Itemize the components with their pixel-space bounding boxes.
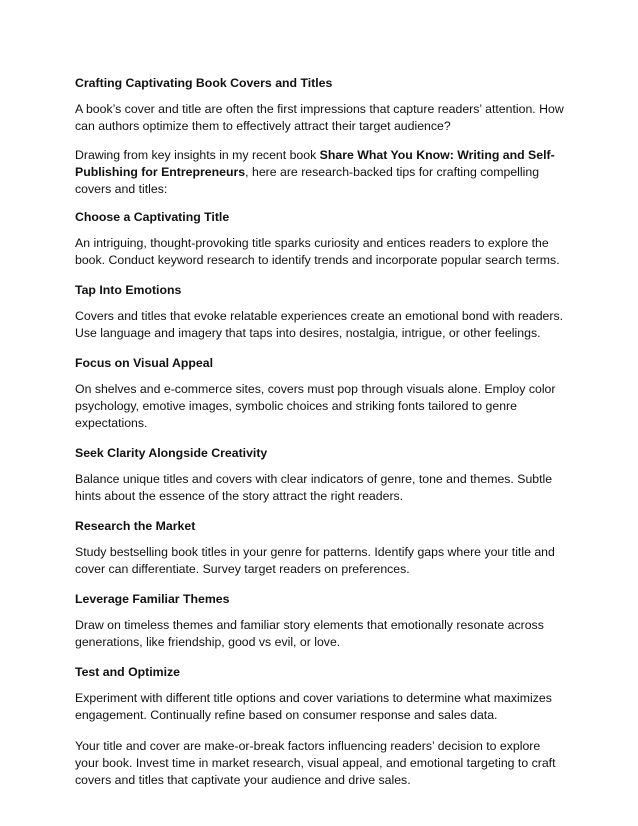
document-title: Crafting Captivating Book Covers and Titles bbox=[75, 76, 333, 90]
section-body: On shelves and e-commerce sites, covers must pop through visuals alone. Employ color psychology, emotive images, symbolic choices and striking fonts tailored to genre expectations. bbox=[75, 382, 556, 430]
drawing-text-before: Drawing from key insights in my recent book bbox=[75, 148, 320, 162]
section-heading: Focus on Visual Appeal bbox=[75, 356, 214, 370]
section-body: Experiment with different title options and cover variations to determine what maximizes engagement. Continually refine based on consumer response and sales data. bbox=[75, 691, 552, 722]
drawing-text-after: , here are research-backed tips for crafting compelling covers and titles: bbox=[75, 165, 540, 196]
section-research-market bbox=[75, 519, 564, 578]
section-body: Study bestselling book titles in your genre for patterns. Identify gaps where your title and cover can differentiate. Survey target readers on preferences. bbox=[75, 545, 555, 576]
conclusion-paragraph: Your title and cover are make-or-break factors influencing readers’ decision to explore your book. Invest time in market research, visual appeal, and emotional targeting to craft covers and titles that captivate your audience and drive sales. bbox=[75, 739, 556, 787]
section-emotions bbox=[75, 283, 564, 342]
section-heading: Test and Optimize bbox=[75, 665, 180, 679]
book-title: Share What You Know: Writing and Self-Publishing for Entrepreneurs bbox=[75, 148, 555, 179]
section-body: Balance unique titles and covers with clear indicators of genre, tone and themes. Subtle hints about the essence of the story attract the right readers. bbox=[75, 472, 553, 503]
section-heading: Leverage Familiar Themes bbox=[75, 592, 230, 606]
section-body: Draw on timeless themes and familiar story elements that emotionally resonate across generations, like friendship, good vs evil, or love. bbox=[75, 618, 544, 649]
section-heading: Tap Into Emotions bbox=[75, 283, 182, 297]
section-body: An intriguing, thought-provoking title sparks curiosity and entices readers to explore the book. Conduct keyword research to identify trends and incorporate popular search terms. bbox=[75, 236, 560, 267]
section-choose-title bbox=[75, 210, 564, 269]
section-visual-appeal bbox=[75, 356, 564, 432]
section-clarity bbox=[75, 446, 564, 505]
section-heading: Seek Clarity Alongside Creativity bbox=[75, 446, 268, 460]
drawing-paragraph bbox=[75, 147, 564, 198]
section-familiar-themes bbox=[75, 592, 564, 651]
section-heading: Choose a Captivating Title bbox=[75, 210, 230, 224]
section-test-optimize bbox=[75, 665, 564, 724]
section-heading: Research the Market bbox=[75, 519, 196, 533]
intro-paragraph: A book’s cover and title are often the first impressions that capture readers’ attention. How can authors optimize them to effectively attract their target audience? bbox=[75, 102, 564, 133]
section-body: Covers and titles that evoke relatable experiences create an emotional bond with readers. Use language and imagery that taps into desires, nostalgia, intrigue, or other feelings. bbox=[75, 309, 564, 340]
